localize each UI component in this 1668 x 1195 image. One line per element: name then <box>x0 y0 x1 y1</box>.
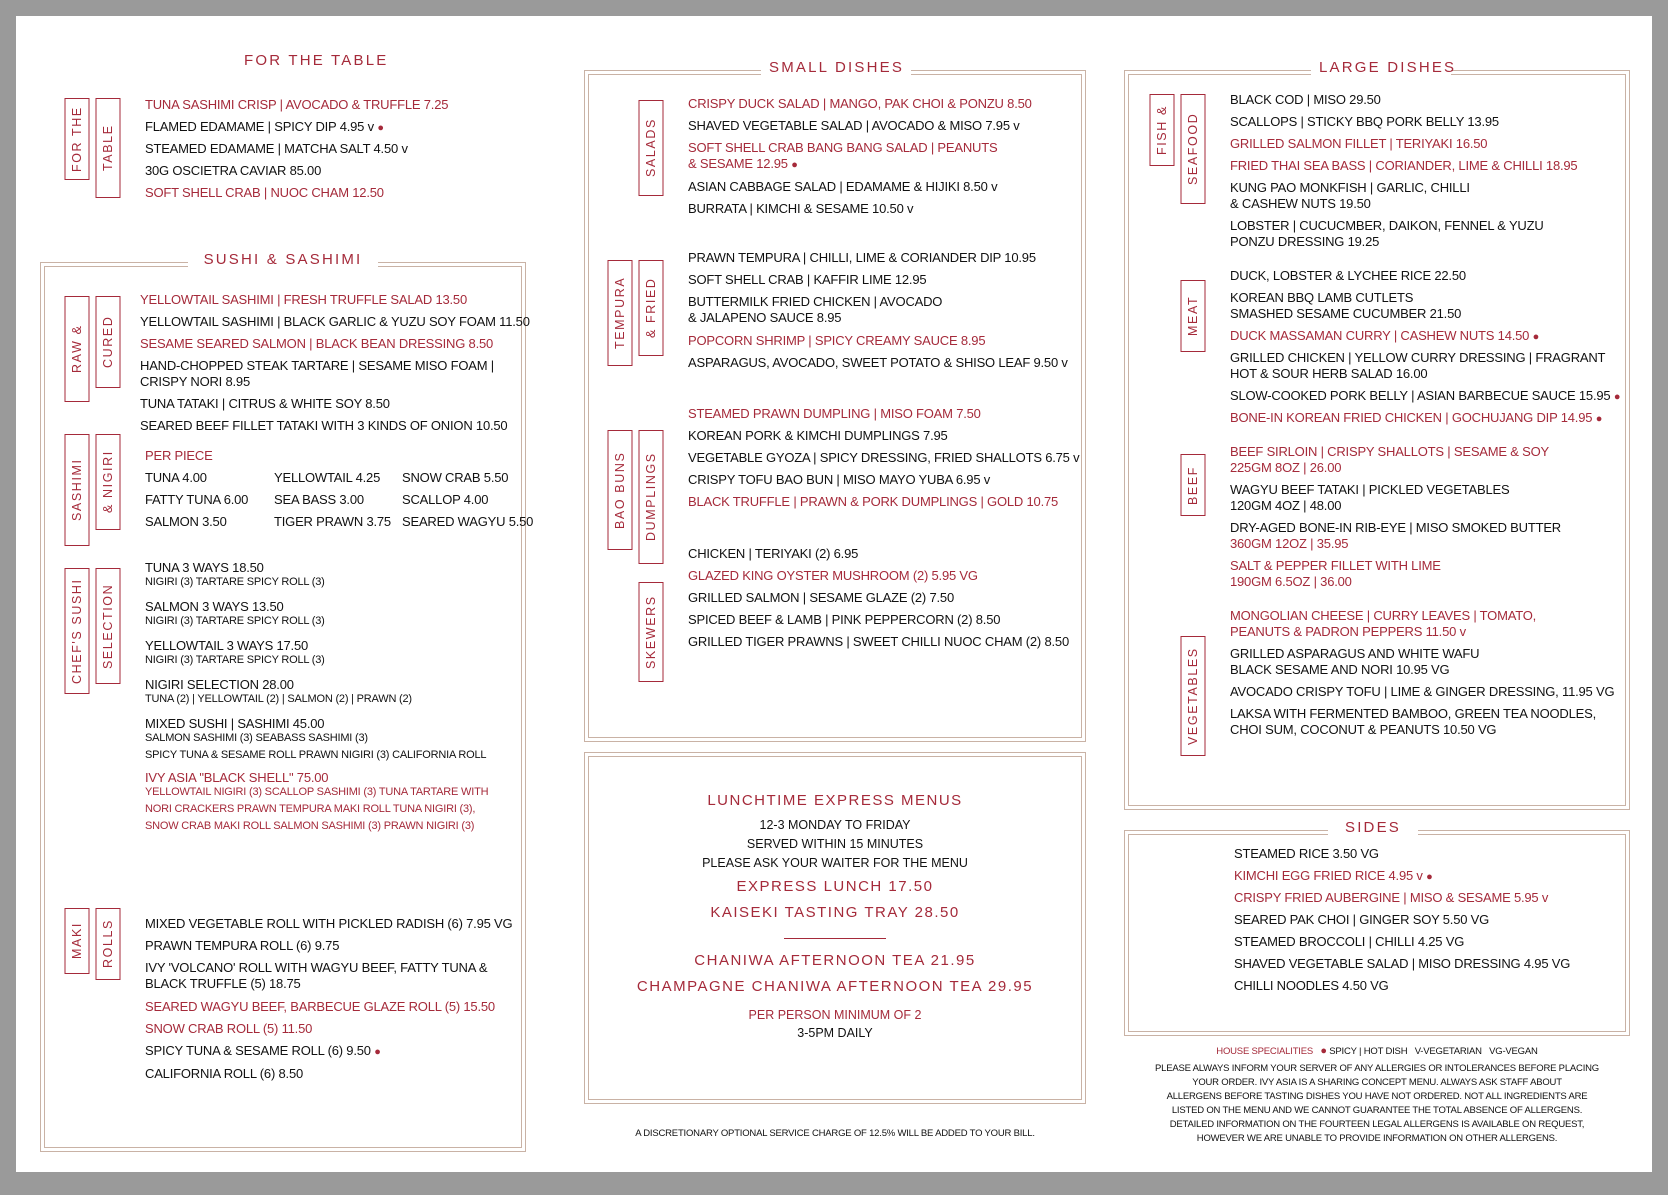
per-piece-label: PER PIECE <box>145 448 213 463</box>
tab-rolls: ROLLS <box>96 908 121 980</box>
list-item: SEARED WAGYU BEEF, BARBECUE GLAZE ROLL (5) 15.50 <box>145 999 495 1014</box>
spicy-dot-icon: ● <box>1595 413 1603 425</box>
list-item: BEEF SIRLOIN | CRISPY SHALLOTS | SESAME & SOY <box>1230 444 1550 459</box>
tab-dumplings: DUMPLINGS <box>639 430 664 564</box>
tab-vegetables: VEGETABLES <box>1181 636 1206 756</box>
list-item: CHOI SUM, COCONUT & PEANUTS 10.50 VG <box>1230 722 1497 737</box>
list-item: GRILLED ASPARAGUS AND WHITE WAFU <box>1230 646 1480 661</box>
list-item: MIXED VEGETABLE ROLL WITH PICKLED RADISH (6) 7.95 VG <box>145 916 513 931</box>
list-item: ASPARAGUS, AVOCADO, SWEET POTATO & SHISO LEAF 9.50 v <box>688 355 1068 370</box>
grid-cell: TUNA 4.00 <box>145 470 207 485</box>
list-item: BUTTERMILK FRIED CHICKEN | AVOCADO <box>688 294 943 309</box>
grid-cell: SEA BASS 3.00 <box>274 492 364 507</box>
list-item: GRILLED SALMON | SESAME GLAZE (2) 7.50 <box>688 590 954 605</box>
list-item: KUNG PAO MONKFISH | GARLIC, CHILLI <box>1230 180 1470 195</box>
list-item: GRILLED CHICKEN | YELLOW CURRY DRESSING | FRAGRANT <box>1230 350 1606 365</box>
list-item: 30G OSCIETRA CAVIAR 85.00 <box>145 163 322 178</box>
tab-nigiri: & NIGIRI <box>96 434 121 530</box>
tab-chefs-sushi: CHEF'S SUSHI <box>65 568 90 694</box>
list-item: TUNA TATAKI | CITRUS & WHITE SOY 8.50 <box>140 396 390 411</box>
list-item: MONGOLIAN CHEESE | CURRY LEAVES | TOMATO, <box>1230 608 1537 623</box>
list-item: SOFT SHELL CRAB | KAFFIR LIME 12.95 <box>688 272 927 287</box>
large-dishes-title: LARGE DISHES <box>1311 59 1451 76</box>
tab-tempura: TEMPURA <box>608 260 633 366</box>
list-item: SHAVED VEGETABLE SALAD | AVOCADO & MISO 7.95 v <box>688 118 1020 133</box>
list-item: CRISPY FRIED AUBERGINE | MISO & SESAME 5.95 v <box>1234 890 1549 905</box>
list-item: SPICY TUNA & SESAME ROLL PRAWN NIGIRI (3) CALIFORNIA ROLL <box>145 749 487 761</box>
list-item: 120GM 4OZ | 48.00 <box>1230 498 1342 513</box>
legend-house: HOUSE SPECIALITIES <box>1216 1046 1314 1057</box>
lunch-title: LUNCHTIME EXPRESS MENUS <box>707 792 963 809</box>
list-item: YELLOWTAIL 3 WAYS 17.50 <box>145 638 309 653</box>
list-item: SALMON 3 WAYS 13.50 <box>145 599 284 614</box>
legend-vegetarian: V-VEGETARIAN <box>1414 1046 1482 1057</box>
list-item: GRILLED TIGER PRAWNS | SWEET CHILLI NUOC CHAM (2) 8.50 <box>688 634 1069 649</box>
list-item: SPICED BEEF & LAMB | PINK PEPPERCORN (2) 8.50 <box>688 612 1001 627</box>
spicy-dot-icon: ● <box>791 159 798 171</box>
list-item: CRISPY DUCK SALAD | MANGO, PAK CHOI & PONZU 8.50 <box>688 96 1032 111</box>
spicy-dot-icon: ● <box>374 1046 381 1058</box>
divider <box>784 938 886 939</box>
list-item: & SESAME 12.95 ● <box>688 156 798 171</box>
list-item: SEARED PAK CHOI | GINGER SOY 5.50 VG <box>1234 912 1490 927</box>
list-item: FLAMED EDAMAME | SPICY DIP 4.95 v ● <box>145 119 384 134</box>
lunch-line: 3-5PM DAILY <box>797 1026 873 1040</box>
list-item: IVY 'VOLCANO' ROLL WITH WAGYU BEEF, FATTY TUNA & <box>145 960 488 975</box>
tab-raw: RAW & <box>65 296 90 402</box>
tab-cured: CURED <box>96 296 121 388</box>
list-item: NORI CRACKERS PRAWN TEMPURA MAKI ROLL TUNA NIGIRI (3), <box>145 803 476 815</box>
list-item: DUCK MASSAMAN CURRY | CASHEW NUTS 14.50 ● <box>1230 328 1540 343</box>
list-item: STEAMED RICE 3.50 VG <box>1234 846 1379 861</box>
list-item: IVY ASIA "BLACK SHELL" 75.00 <box>145 770 329 785</box>
list-item: 225GM 8OZ | 26.00 <box>1230 460 1342 475</box>
list-item: DRY-AGED BONE-IN RIB-EYE | MISO SMOKED BUTTER <box>1230 520 1561 535</box>
list-item: NIGIRI (3) TARTARE SPICY ROLL (3) <box>145 654 325 666</box>
list-item: SOFT SHELL CRAB BANG BANG SALAD | PEANUTS <box>688 140 998 155</box>
list-item: FRIED THAI SEA BASS | CORIANDER, LIME & CHILLI 18.95 <box>1230 158 1578 173</box>
grid-cell: SALMON 3.50 <box>145 514 227 529</box>
legend <box>1124 1044 1630 1059</box>
list-item: STEAMED PRAWN DUMPLING | MISO FOAM 7.50 <box>688 406 981 421</box>
list-item: SNOW CRAB ROLL (5) 11.50 <box>145 1021 313 1036</box>
spicy-dot-icon: ● <box>1532 331 1540 343</box>
list-item: SCALLOPS | STICKY BBQ PORK BELLY 13.95 <box>1230 114 1499 129</box>
tab-table: TABLE <box>96 98 121 198</box>
champagne-tea: CHAMPAGNE CHANIWA AFTERNOON TEA 29.95 <box>636 978 1034 995</box>
list-item: BURRATA | KIMCHI & SESAME 10.50 v <box>688 201 914 216</box>
list-item: KIMCHI EGG FRIED RICE 4.95 v ● <box>1234 868 1433 883</box>
list-item: GRILLED SALMON FILLET | TERIYAKI 16.50 <box>1230 136 1488 151</box>
service-charge: A DISCRETIONARY OPTIONAL SERVICE CHARGE OF 12.5% WILL BE ADDED TO YOUR BILL. <box>635 1128 1035 1139</box>
list-item: LAKSA WITH FERMENTED BAMBOO, GREEN TEA NOODLES, <box>1230 706 1596 721</box>
list-item: YELLOWTAIL NIGIRI (3) SCALLOP SASHIMI (3) TUNA TARTARE WITH <box>145 786 489 798</box>
list-item: CRISPY NORI 8.95 <box>140 374 250 389</box>
small-dishes-title: SMALL DISHES <box>761 59 911 76</box>
list-item: LOBSTER | CUCUCMBER, DAIKON, FENNEL & YUZU <box>1230 218 1544 233</box>
sides-title: SIDES <box>1328 819 1418 836</box>
list-item: TUNA 3 WAYS 18.50 <box>145 560 264 575</box>
list-item: WAGYU BEEF TATAKI | PICKLED VEGETABLES <box>1230 482 1510 497</box>
list-item: BLACK SESAME AND NORI 10.95 VG <box>1230 662 1450 677</box>
list-item: CRISPY TOFU BAO BUN | MISO MAYO YUBA 6.95 v <box>688 472 991 487</box>
afternoon-tea: CHANIWA AFTERNOON TEA 21.95 <box>694 952 976 969</box>
list-item: PRAWN TEMPURA ROLL (6) 9.75 <box>145 938 340 953</box>
list-item: SMASHED SESAME CUCUMBER 21.50 <box>1230 306 1462 321</box>
list-item: TUNA SASHIMI CRISP | AVOCADO & TRUFFLE 7.25 <box>145 97 449 112</box>
list-item: NIGIRI (3) TARTARE SPICY ROLL (3) <box>145 576 325 588</box>
list-item: PEANUTS & PADRON PEPPERS 11.50 v <box>1230 624 1466 639</box>
list-item: YELLOWTAIL SASHIMI | FRESH TRUFFLE SALAD 13.50 <box>140 292 467 307</box>
list-item: NIGIRI SELECTION 28.00 <box>145 677 294 692</box>
list-item: & JALAPENO SAUCE 8.95 <box>688 310 842 325</box>
list-item: BLACK COD | MISO 29.50 <box>1230 92 1381 107</box>
lunch-line: PER PERSON MINIMUM OF 2 <box>748 1008 922 1022</box>
list-item: VEGETABLE GYOZA | SPICY DRESSING, FRIED SHALLOTS 6.75 v <box>688 450 1080 465</box>
grid-cell: TIGER PRAWN 3.75 <box>274 514 391 529</box>
tab-fried: & FRIED <box>639 260 664 356</box>
list-item: & CASHEW NUTS 19.50 <box>1230 196 1371 211</box>
list-item: AVOCADO CRISPY TOFU | LIME & GINGER DRESSING, 11.95 VG <box>1230 684 1615 699</box>
list-item: HAND-CHOPPED STEAK TARTARE | SESAME MISO FOAM | <box>140 358 494 373</box>
list-item: KOREAN BBQ LAMB CUTLETS <box>1230 290 1414 305</box>
tab-salads: SALADS <box>639 100 664 196</box>
list-item: YELLOWTAIL SASHIMI | BLACK GARLIC & YUZU SOY FOAM 11.50 <box>140 314 530 329</box>
lunch-line: SERVED WITHIN 15 MINUTES <box>746 837 924 851</box>
menu-page: FOR THE TABLE FOR THE TABLE TUNA SASHIMI CRISP | AVOCADO & TRUFFLE 7.25 FLAMED EDAMAME | SPICY DIP 4.95 v ● STEAMED EDAMAME | MATCHA SALT 4.50 v 30G OSCIETRA CAVIAR 85.00 SOFT SHELL CRAB | NUOC CHAM 12.50 SUSHI & SASHIMI RAW & CURED YELLOWTAIL SASHIMI | FRESH TRUFFLE SALAD 13.50 YELLOWTAIL SASHIMI | BLACK GARLIC & YUZU SOY FOAM 11.50 SESAME SEARED SALMON | BLACK BEAN DRESSING 8.50 HAND-CHOPPED STEAK TARTARE | SESAME MISO FOAM | CRISPY NORI 8.95 TUNA TATAKI | CITRUS & WHITE SOY 8.50 SEARED BEEF FILLET TATAKI WITH 3 KINDS OF ONION 10.50 SASHIMI & NIGIRI PER PIECE TUNA 4.00 YELLOWTAIL 4.25 SNOW CRAB 5.50 FATTY TUNA 6.00 SEA BASS 3.00 SCALLOP 4.00 SALMON 3.50 TIGER PRAWN 3.75 SEARED WAGYU 5.50 CHEF'S SUSHI SELECTION TUNA 3 WAYS 18.50 NIGIRI (3) TARTARE SPICY ROLL (3) SALMON 3 WAYS 13.50 NIGIRI (3) TARTARE SPICY ROLL (3) YELLOWTAIL 3 WAYS 17.50 NIGIRI (3) TARTARE SPICY ROLL (3) NIGIRI SELECTION 28.00 TUNA (2) | YELLOWTAIL (2) | SALMON (2) | PRAWN (2) MIXED SUSHI | SASHIMI 45.00 SALMON SASHIMI (3) SEABASS SASHIMI (3) SPICY TUNA & SESAME ROLL PRAWN NIGIRI (3) CALIFORNIA ROLL IVY ASIA "BLACK SHELL" 75.00 YELLOWTAIL NIGIRI (3) SCALLOP SASHIMI (3) TUNA TARTARE WITH NORI CRACKERS PRAWN TEMPURA MAKI ROLL TUNA NIGIRI (3), SNOW CRAB MAKI ROLL SALMON SASHIMI (3) PRAWN NIGIRI (3) MAKI ROLLS MIXED VEGETABLE ROLL WITH PICKLED RADISH (6) 7.95 VG PRAWN TEMPURA ROLL (6) 9.75 IVY 'VOLCANO' ROLL WITH WAGYU BEEF, FATTY TUNA & BLACK TRUFFLE (5) 18.75 SEARED WAGYU BEEF, BARBECUE GLAZE ROLL (5) 15.50 SNOW CRAB ROLL (5) 11.50 SPICY TUNA & SESAME ROLL (6) 9.50 ● CALIFORNIA ROLL (6) 8.50 SMALL DISHES SALADS CRISPY DUCK SALAD | MANGO, PAK CHOI & PONZU 8.50 SHAVED VEGETABLE SALAD | AVOCADO & MISO 7.95 v SOFT SHELL CRAB BANG BANG SALAD | PEANUTS & SESAME 12.95 ● ASIAN CABBAGE SALAD | EDAMAME & HIJIKI 8.50 v BURRATA | KIMCHI & SESAME 10.50 v TEMPURA & FRIED PRAWN TEMPURA | CHILLI, LIME & CORIANDER DIP 10.95 SOFT SHELL CRAB | KAFFIR LIME 12.95 BUTTERMILK FRIED CHICKEN | AVOCADO & JALAPENO SAUCE 8.95 POPCORN SHRIMP | SPICY CREAMY SAUCE 8.95 ASPARAGUS, AVOCADO, SWEET POTATO & SHISO LEAF 9.50 v BAO BUNS DUMPLINGS STEAMED PRAWN DUMPLING | MISO FOAM 7.50 KOREAN PORK & KIMCHI DUMPLINGS 7.95 VEGETABLE GYOZA | SPICY DRESSING, FRIED SHALLOTS 6.75 v CRISPY TOFU BAO BUN | MISO MAYO YUBA 6.95 v BLACK TRUFFLE | PRAWN & PORK DUMPLINGS | GOLD 10.75 SKEWERS CHICKEN | TERIYAKI (2) 6.95 GLAZED KING OYSTER MUSHROOM (2) 5.95 VG GRILLED SALMON | SESAME GLAZE (2) 7.50 SPICED BEEF & LAMB | PINK PEPPERCORN (2) 8.50 GRILLED TIGER PRAWNS | SWEET CHILLI NUOC CHAM (2) 8.50 LUNCHTIME EXPRESS MENUS 12-3 MONDAY TO FRIDAY SERVED WITHIN 15 MINUTES PLEASE ASK YOUR WAITER FOR THE MENU EXPRESS LUNCH 17.50 KAISEKI TASTING TRAY 28.50 CHANIWA AFTERNOON TEA 21.95 CHAMPAGNE CHANIWA AFTERNOON TEA 29.95 PER PERSON MINIMUM OF 2 3-5PM DAILY A DISCRETIONARY OPTIONAL SERVICE CHARGE OF 12.5% WILL BE ADDED TO YOUR BILL. LARGE DISHES FISH & SEAFOOD BLACK COD | MISO 29.50 SCALLOPS | STICKY BBQ PORK BELLY 13.95 GRILLED SALMON FILLET | TERIYAKI 16.50 FRIED THAI SEA BASS | CORIANDER, LIME & CHILLI 18.95 KUNG PAO MONKFISH | GARLIC, CHILLI & CASHEW NUTS 19.50 LOBSTER | CUCUCMBER, DAIKON, FENNEL & YUZU PONZU DRESSING 19.25 MEAT DUCK, LOBSTER & LYCHEE RICE 22.50 KOREAN BBQ LAMB CUTLETS SMASHED SESAME CUCUMBER 21.50 DUCK MASSAMAN CURRY | CASHEW NUTS 14.50 ● GRILLED CHICKEN | YELLOW CURRY DRESSING | FRAGRANT HOT & SOUR HERB SALAD 16.00 SLOW-COOKED PORK BELLY | ASIAN BARBECUE SAUCE 15.95 ● BONE-IN KOREAN FRIED CHICKEN | GOCHUJANG DIP 14.95 ● BEEF BEEF SIRLOIN | CRISPY SHALLOTS | SESAME & SOY 225GM 8OZ | 26.00 WAGYU BEEF TATAKI | PICKLED VEGETABLES 120GM 4OZ | 48.00 DRY-AGED BONE-IN RIB-EYE | MISO SMOKED BUTTER 360GM 12OZ | 35.95 SALT & PEPPER FILLET WITH LIME 190GM 6.5OZ | 36.00 VEGETABLES MONGOLIAN CHEESE | CURRY LEAVES | TOMATO, PEANUTS & PADRON PEPPERS 11.50 v GRILLED ASPARAGUS AND WHITE WAFU BLACK SESAME AND NORI 10.95 VG AVOCADO CRISPY TOFU | LIME & GINGER DRESSING, 11.95 VG LAKSA WITH FERMENTED BAMBOO, GREEN TEA NOODLES, CHOI SUM, COCONUT & PEANUTS 10.50 VG SIDES STEAMED RICE 3.50 VG KIMCHI EGG FRIED RICE 4.95 v ● CRISPY FRIED AUBERGINE | MISO & SESAME 5.95 v SEARED PAK CHOI | GINGER SOY 5.50 VG STEAMED BROCCOLI | CHILLI 4.25 VG SHAVED VEGETABLE SALAD | MISO DRESSING 4.95 VG CHILLI NOODLES 4.50 VG HOUSE SPECIALITIES ● SPICY | HOT DISH V-VEGETARIAN VG-VEGAN PLEASE ALWAYS INFORM YOUR SERVER OF ANY ALLERGIES OR INTOLERANCES BEFORE PLACING YOUR ORDER. IVY ASIA IS A SHARING CONCEPT MENU. ALWAYS ASK STAFF ABOUT ALLERGENS BEFORE TASTING DISHES YOU HAVE NOT ORDERED. NOT ALL INGREDIENTS ARE LISTED ON THE MENU AND WE CANNOT GUARANTEE THE TOTAL ABSENCE OF ALLERGENS. DETAILED INFORMATION ON THE FOURTEEN LEGAL ALLERGENS IS AVAILABLE ON REQUEST, HOWEVER WE ARE UNABLE TO PROVIDE INFORMATION ON OTHER ALLERGENS. <box>16 16 1652 1172</box>
spicy-dot-icon: ● <box>1613 391 1621 403</box>
list-item: BLACK TRUFFLE | PRAWN & PORK DUMPLINGS | GOLD 10.75 <box>688 494 1059 509</box>
list-item: KOREAN PORK & KIMCHI DUMPLINGS 7.95 <box>688 428 948 443</box>
list-item: 360GM 12OZ | 35.95 <box>1230 536 1349 551</box>
legend-spicy: SPICY | HOT DISH <box>1329 1046 1408 1057</box>
list-item: SESAME SEARED SALMON | BLACK BEAN DRESSING 8.50 <box>140 336 494 351</box>
tab-beef: BEEF <box>1181 454 1206 516</box>
express-lunch: EXPRESS LUNCH 17.50 <box>736 878 934 895</box>
list-item: 190GM 6.5OZ | 36.00 <box>1230 574 1352 589</box>
grid-cell: SEARED WAGYU 5.50 <box>402 514 534 529</box>
list-item: CALIFORNIA ROLL (6) 8.50 <box>145 1066 303 1081</box>
list-item: SEARED BEEF FILLET TATAKI WITH 3 KINDS OF ONION 10.50 <box>140 418 508 433</box>
tab-skewers: SKEWERS <box>639 582 664 682</box>
list-item: SHAVED VEGETABLE SALAD | MISO DRESSING 4.95 VG <box>1234 956 1571 971</box>
list-item: SPICY TUNA & SESAME ROLL (6) 9.50 ● <box>145 1043 381 1058</box>
list-item: MIXED SUSHI | SASHIMI 45.00 <box>145 716 325 731</box>
for-the-table-title: FOR THE TABLE <box>244 52 389 69</box>
lunch-line: 12-3 MONDAY TO FRIDAY <box>759 818 911 832</box>
kaiseki-tray: KAISEKI TASTING TRAY 28.50 <box>710 904 960 921</box>
spicy-dot-icon: ● <box>1426 871 1433 883</box>
list-item: SALMON SASHIMI (3) SEABASS SASHIMI (3) <box>145 732 368 744</box>
list-item: SNOW CRAB MAKI ROLL SALMON SASHIMI (3) PRAWN NIGIRI (3) <box>145 820 475 832</box>
tab-bao-buns: BAO BUNS <box>608 430 633 550</box>
list-item: SLOW-COOKED PORK BELLY | ASIAN BARBECUE SAUCE 15.95 ● <box>1230 388 1621 403</box>
list-item: TUNA (2) | YELLOWTAIL (2) | SALMON (2) | PRAWN (2) <box>145 693 412 705</box>
tab-maki: MAKI <box>65 908 90 974</box>
list-item: CHICKEN | TERIYAKI (2) 6.95 <box>688 546 859 561</box>
list-item: BONE-IN KOREAN FRIED CHICKEN | GOCHUJANG DIP 14.95 ● <box>1230 410 1603 425</box>
spicy-dot-icon: ● <box>377 122 384 134</box>
list-item: STEAMED BROCCOLI | CHILLI 4.25 VG <box>1234 934 1465 949</box>
lunch-line: PLEASE ASK YOUR WAITER FOR THE MENU <box>702 856 968 870</box>
list-item: GLAZED KING OYSTER MUSHROOM (2) 5.95 VG <box>688 568 978 583</box>
grid-cell: SNOW CRAB 5.50 <box>402 470 509 485</box>
list-item: SALT & PEPPER FILLET WITH LIME <box>1230 558 1441 573</box>
list-item: SOFT SHELL CRAB | NUOC CHAM 12.50 <box>145 185 384 200</box>
list-item: POPCORN SHRIMP | SPICY CREAMY SAUCE 8.95 <box>688 333 986 348</box>
list-item: HOT & SOUR HERB SALAD 16.00 <box>1230 366 1428 381</box>
tab-seafood: SEAFOOD <box>1181 94 1206 204</box>
list-item: NIGIRI (3) TARTARE SPICY ROLL (3) <box>145 615 325 627</box>
tab-sashimi: SASHIMI <box>65 434 90 546</box>
tab-fish: FISH & <box>1150 94 1175 166</box>
tab-for-the: FOR THE <box>65 98 90 180</box>
spicy-dot-icon: ● <box>1320 1045 1327 1057</box>
tab-meat: MEAT <box>1181 280 1206 352</box>
legend-vegan: VG-VEGAN <box>1489 1046 1538 1057</box>
grid-cell: FATTY TUNA 6.00 <box>145 492 249 507</box>
sushi-title: SUSHI & SASHIMI <box>188 251 378 268</box>
list-item: DUCK, LOBSTER & LYCHEE RICE 22.50 <box>1230 268 1466 283</box>
list-item: CHILLI NOODLES 4.50 VG <box>1234 978 1389 993</box>
grid-cell: YELLOWTAIL 4.25 <box>274 470 381 485</box>
list-item: ASIAN CABBAGE SALAD | EDAMAME & HIJIKI 8.50 v <box>688 179 998 194</box>
list-item: STEAMED EDAMAME | MATCHA SALT 4.50 v <box>145 141 408 156</box>
list-item: PONZU DRESSING 19.25 <box>1230 234 1380 249</box>
tab-selection: SELECTION <box>96 568 121 684</box>
list-item: PRAWN TEMPURA | CHILLI, LIME & CORIANDER DIP 10.95 <box>688 250 1036 265</box>
grid-cell: SCALLOP 4.00 <box>402 492 489 507</box>
list-item: BLACK TRUFFLE (5) 18.75 <box>145 976 301 991</box>
